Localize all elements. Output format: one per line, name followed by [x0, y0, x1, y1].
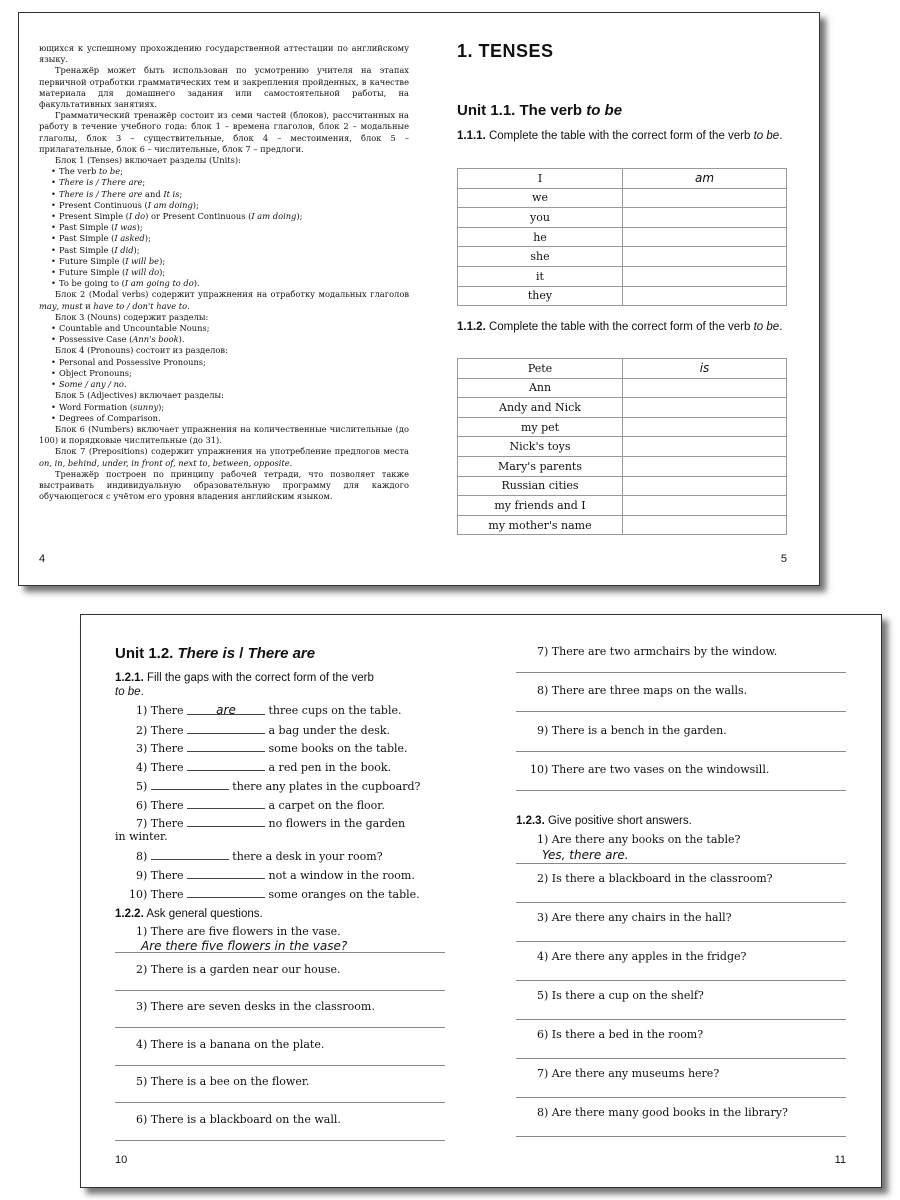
fill-sentence — [115, 759, 466, 774]
sentence-end: no flowers in the garden — [268, 817, 406, 831]
subject-cell: it — [458, 266, 623, 286]
subject-cell: my mother's name — [458, 515, 623, 535]
fill-sentence — [115, 886, 459, 901]
paragraph: Блок 5 (Adjectives) включает разделы: — [55, 390, 224, 401]
task-1-2-3: 1.2.3. Give positive short answers. — [516, 815, 692, 827]
table-row — [458, 208, 787, 228]
gap-blank[interactable] — [187, 722, 265, 734]
bullet-item: • Object Pronouns; — [39, 368, 409, 379]
gap-blank[interactable] — [151, 778, 229, 790]
bullet-item: • Degrees of Comparison. — [39, 413, 409, 424]
subject-cell: my pet — [458, 417, 623, 437]
question-sentence: 5) Is there a cup on the shelf? — [537, 989, 704, 1002]
answer-cell[interactable] — [623, 188, 787, 208]
answer-line[interactable] — [516, 863, 846, 864]
answer-cell[interactable] — [623, 437, 787, 457]
page-number: 5 — [780, 553, 787, 565]
sentence-start: There — [150, 869, 184, 883]
sentence-end: some books on the table. — [268, 742, 408, 756]
bullet-item: • Word Formation (sunny); — [39, 402, 409, 413]
sentence-end: a bag under the desk. — [268, 723, 391, 737]
page-10 — [115, 615, 445, 1187]
item-number: 1) — [136, 704, 148, 717]
item-number: 7) — [136, 817, 148, 831]
task-1-2-1: 1.2.1. Fill the gaps with the correct form of the verb to be. — [115, 672, 374, 698]
subject-cell: my friends and I — [458, 496, 623, 516]
sentence-start: There — [150, 723, 184, 737]
page-11 — [516, 615, 846, 1187]
subject-cell: Pete — [458, 359, 623, 379]
table-row — [458, 437, 787, 457]
paragraph: Тренажёр построен по принципу рабочей тетради, что позволяет также выстраивать индивидуальную образовательную программу для каждого обучающегося с учётом его уровня владения английским языком. — [39, 468, 409, 502]
question-sentence: 8) Are there many good books in the library? — [537, 1106, 788, 1119]
gap-blank[interactable] — [151, 848, 229, 860]
table-row — [458, 398, 787, 418]
table-row — [458, 286, 787, 306]
subject-cell: you — [458, 208, 623, 228]
table-row — [458, 456, 787, 476]
answer-cell[interactable] — [623, 417, 787, 437]
sentence-start: There — [150, 798, 184, 812]
paragraph: ющихся к успешному прохождению государственной аттестации по английскому языку. — [39, 43, 409, 65]
answer-line[interactable] — [115, 1140, 445, 1141]
table-row — [458, 378, 787, 398]
fill-sentence — [115, 778, 466, 793]
sentence-start: There — [150, 887, 184, 901]
gap-blank[interactable] — [187, 703, 265, 715]
verb-table-2 — [457, 358, 787, 535]
answer-line[interactable] — [115, 1065, 445, 1066]
book-spread-top — [18, 12, 820, 586]
table-row — [458, 266, 787, 286]
fill-sentence — [115, 722, 466, 737]
bullet-item: • Past Simple (I was); — [39, 222, 409, 233]
gap-blank[interactable] — [187, 759, 265, 771]
book-spread-bottom — [80, 614, 882, 1188]
table-row — [458, 169, 787, 189]
fill-sentence — [115, 797, 466, 812]
sentence-end: three cups on the table. — [268, 704, 402, 717]
question-sentence: 9) There is a bench in the garden. — [537, 723, 727, 737]
gap-blank[interactable] — [187, 740, 265, 752]
question-sentence: 6) Is there a bed in the room? — [537, 1028, 704, 1041]
item-number: 4) — [136, 761, 148, 775]
question-sentence: 4) There is a banana on the plate. — [136, 1037, 325, 1051]
answer-line[interactable] — [516, 1136, 846, 1137]
answer-line[interactable] — [516, 711, 846, 712]
answer-line[interactable] — [516, 980, 846, 981]
answer-cell[interactable] — [623, 286, 787, 306]
answer-cell[interactable] — [623, 266, 787, 286]
sentence-start: There — [150, 742, 184, 756]
answer-cell[interactable] — [623, 378, 787, 398]
subject-cell: I — [458, 169, 623, 189]
bullet-item: • Countable and Uncountable Nouns; — [39, 323, 409, 334]
table-row — [458, 227, 787, 247]
answer-line[interactable] — [516, 941, 846, 942]
answer-cell[interactable] — [623, 398, 787, 418]
bullet-item: • To be going to (I am going to do). — [39, 278, 409, 289]
table-row — [458, 417, 787, 437]
sentence-start: There — [150, 761, 184, 775]
bullet-item: • Present Simple (I do) or Present Continuous (I am doing); — [39, 211, 409, 222]
answer-line[interactable] — [516, 1097, 846, 1098]
question-sentence: 5) There is a bee on the flower. — [136, 1075, 310, 1089]
unit-title: Unit 1.1. The verb to be — [457, 102, 623, 119]
paragraph: Блок 1 (Tenses) включает разделы (Units): — [55, 155, 241, 166]
paragraph: Грамматический тренажёр состоит из семи частей (блоков), рассчитанных на работу в течение учебного года: блок 1 – времена глаголов, блок 2 – модальные глаголы, блок 3 – существительные, блок 4 – местоимения, блок 5 – прилагательные, блок 6 – числительные, блок 7 – предлоги. — [39, 110, 409, 154]
bullet-item: • Future Simple (I will do); — [39, 267, 409, 278]
fill-sentence — [115, 703, 466, 717]
question-sentence: 7) There are two armchairs by the window. — [537, 645, 778, 658]
page-number: 10 — [115, 1154, 128, 1166]
paragraph: Блок 7 (Prepositions) содержит упражнения на употребление предлогов места on, in, behind, under, in front of, next to, between, opposite. — [39, 446, 409, 468]
subject-cell: Andy and Nick — [458, 398, 623, 418]
answer-cell[interactable] — [623, 227, 787, 247]
bullet-item: • Personal and Possessive Pronouns; — [39, 357, 409, 368]
item-number: 10) — [129, 887, 148, 901]
bullet-item: • There is / There are and It is; — [39, 189, 409, 200]
answer-line[interactable] — [115, 990, 445, 991]
section-title: 1. TENSES — [457, 41, 554, 61]
paragraph: Блок 2 (Modal verbs) содержит упражнения на отработку модальных глаголов may, must и have to / don't have to. — [39, 289, 409, 311]
bullet-item: • The verb to be; — [39, 166, 409, 177]
subject-cell: Nick's toys — [458, 437, 623, 457]
handwritten-answer: Are there five flowers in the vase? — [141, 939, 348, 953]
task-1-1-2: 1.1.2. Complete the table with the correct form of the verb to be. — [457, 321, 783, 333]
answer-line[interactable] — [516, 1019, 846, 1020]
answer-cell[interactable] — [623, 247, 787, 267]
question-sentence: 7) Are there any museums here? — [537, 1067, 720, 1080]
bullet-list — [39, 402, 409, 424]
question-sentence: 3) There are seven desks in the classroom. — [136, 1000, 375, 1014]
unit-title: Unit 1.2. There is / There are — [115, 645, 316, 662]
bullet-item: • Future Simple (I will be); — [39, 256, 409, 267]
subject-cell: she — [458, 247, 623, 267]
answer-line[interactable] — [516, 672, 846, 673]
item-number: 2) — [136, 723, 148, 737]
sentence-end: some oranges on the table. — [268, 887, 420, 901]
question-sentence: 10) There are two vases on the windowsill. — [530, 762, 770, 776]
sentence-end: a carpet on the floor. — [268, 798, 385, 812]
fill-sentence — [115, 848, 466, 863]
handwritten-answer: Yes, there are. — [542, 848, 629, 862]
subject-cell: Russian cities — [458, 476, 623, 496]
fill-sentence-continued: in winter. — [115, 829, 168, 843]
bullet-item: • Past Simple (I did); — [39, 245, 409, 256]
bullet-list — [39, 323, 409, 345]
sentence-start: There — [150, 704, 184, 717]
answer-line[interactable] — [516, 751, 846, 752]
bullet-item: • Possessive Case (Ann's book). — [39, 334, 409, 345]
fill-sentence — [115, 740, 466, 755]
bullet-list — [39, 357, 409, 391]
table-row — [458, 496, 787, 516]
question-sentence: 2) There is a garden near our house. — [136, 962, 341, 976]
item-number: 6) — [136, 798, 148, 812]
page-4 — [39, 13, 409, 585]
answer-line[interactable] — [115, 1027, 445, 1028]
subject-cell: Ann — [458, 378, 623, 398]
page-5 — [457, 13, 787, 585]
item-number: 3) — [136, 742, 148, 756]
question-sentence: 1) Are there any books on the table? — [537, 833, 741, 846]
fill-sentence — [115, 815, 466, 830]
sentence-end: a red pen in the book. — [268, 761, 392, 775]
sentence-end: not a window in the room. — [268, 869, 415, 883]
subject-cell: they — [458, 286, 623, 306]
answer-cell[interactable]: is — [623, 359, 787, 379]
gap-blank[interactable] — [187, 867, 265, 879]
bullet-item: • Present Continuous (I am doing); — [39, 200, 409, 211]
subject-cell: he — [458, 227, 623, 247]
bullet-list — [39, 166, 409, 289]
table-row — [458, 188, 787, 208]
sentence-start: There — [150, 817, 184, 831]
answer-cell[interactable] — [623, 496, 787, 516]
subject-cell: Mary's parents — [458, 456, 623, 476]
answer-cell[interactable] — [623, 476, 787, 496]
bullet-item: • Some / any / no. — [39, 379, 409, 390]
page-number: 11 — [834, 1154, 846, 1166]
sentence-end: there any plates in the cupboard? — [232, 779, 421, 793]
table-row — [458, 476, 787, 496]
verb-table-1 — [457, 168, 787, 306]
task-1-2-2: 1.2.2. Ask general questions. — [115, 908, 263, 920]
gap-blank[interactable] — [187, 815, 265, 827]
answer-cell[interactable] — [623, 515, 787, 535]
question-sentence: 6) There is a blackboard on the wall. — [136, 1113, 341, 1126]
question-sentence: 4) Are there any apples in the fridge? — [537, 950, 747, 963]
item-number: 9) — [136, 869, 148, 883]
question-sentence: 1) There are five flowers in the vase. — [136, 925, 341, 938]
question-sentence: 2) Is there a blackboard in the classroom? — [537, 872, 773, 885]
item-number: 5) — [136, 779, 148, 793]
item-number: 8) — [136, 850, 148, 864]
page-number: 4 — [39, 553, 46, 565]
paragraph: Тренажёр может быть использован по усмотрению учителя на этапах первичной отработки грамматических тем и закрепления пройденных, в качестве материала для домашнего задания или самостоятельной работы, на факультативных занятиях. — [39, 65, 409, 110]
paragraph: Блок 3 (Nouns) содержит разделы: — [55, 311, 209, 322]
answer-line[interactable] — [516, 1058, 846, 1059]
paragraph: Блок 6 (Numbers) включает упражнения на количественные числительные (до 100) и порядковые числительные (до 31). — [39, 423, 409, 446]
gap-blank[interactable] — [187, 797, 265, 809]
task-1-1-1: 1.1.1. Complete the table with the correct form of the verb to be. — [457, 130, 783, 142]
question-sentence: 8) There are three maps on the walls. — [537, 684, 748, 698]
handwritten-answer: are — [216, 703, 236, 717]
answer-line[interactable] — [516, 790, 846, 791]
sentence-end: there a desk in your room? — [232, 850, 383, 864]
answer-cell[interactable] — [623, 208, 787, 228]
question-sentence: 3) Are there any chairs in the hall? — [537, 911, 732, 924]
paragraph: Блок 4 (Pronouns) состоит из разделов: — [55, 345, 228, 356]
gap-blank[interactable] — [187, 886, 265, 898]
fill-sentence — [115, 867, 466, 882]
bullet-item: • There is / There are; — [39, 177, 409, 188]
answer-cell[interactable]: am — [623, 169, 787, 189]
answer-line[interactable] — [115, 1102, 445, 1103]
bullet-item: • Past Simple (I asked); — [39, 233, 409, 244]
table-row — [458, 359, 787, 379]
table-row — [458, 515, 787, 535]
introduction-text — [39, 43, 409, 502]
table-row — [458, 247, 787, 267]
subject-cell: we — [458, 188, 623, 208]
answer-line[interactable] — [516, 902, 846, 903]
answer-cell[interactable] — [623, 456, 787, 476]
